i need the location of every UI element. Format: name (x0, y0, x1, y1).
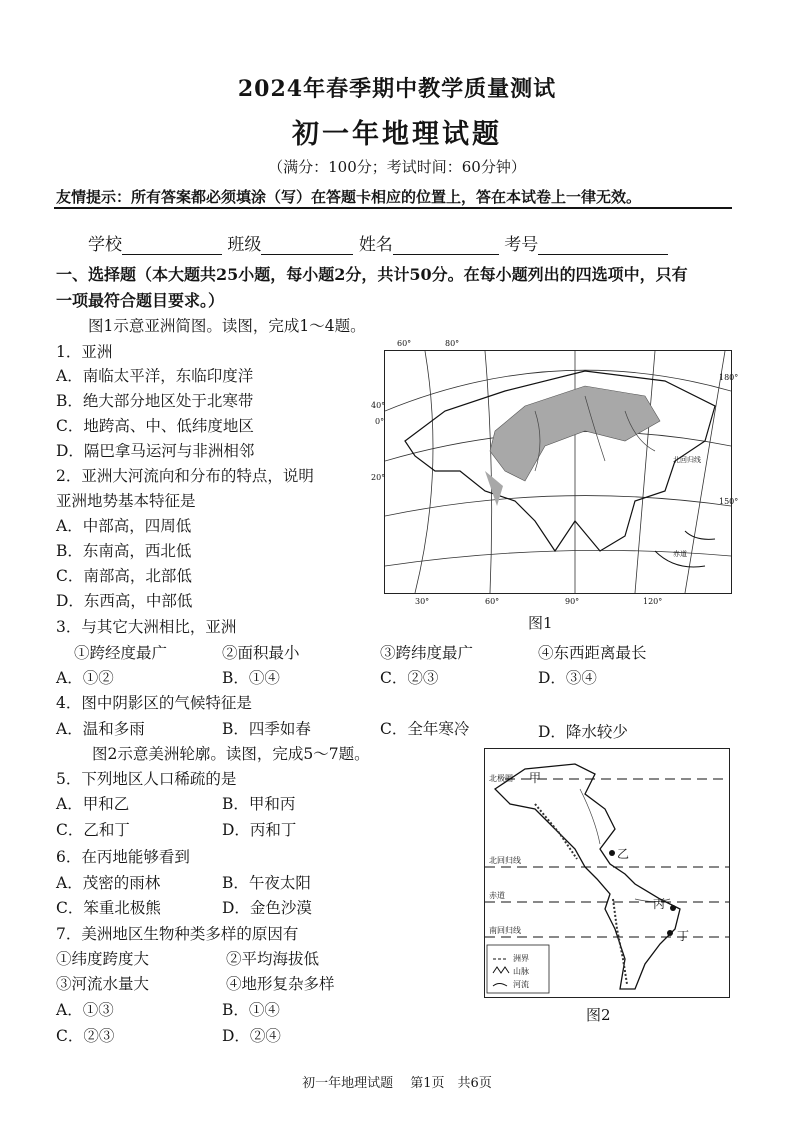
lon-bottom-60: 60° (485, 597, 500, 606)
q3-item-1: ①跨经度最广 (74, 644, 168, 662)
q4-option-c[interactable]: C．全年寒冷 (380, 720, 470, 738)
q6-option-a[interactable]: A．茂密的雨林 (56, 874, 161, 892)
q3-item-4: ④东西距离最长 (538, 644, 647, 662)
q5-option-a[interactable]: A．甲和乙 (56, 795, 130, 813)
q4-stem: 4．图中阴影区的气候特征是 (56, 694, 252, 712)
lon-label-180: 180° (719, 373, 739, 382)
q5-option-d[interactable]: D．丙和丁 (222, 821, 297, 839)
name-label: 姓名 (358, 235, 393, 255)
q7-item-2: ②平均海拔低 (226, 950, 320, 968)
q4-option-d[interactable]: D．降水较少 (538, 723, 628, 741)
student-info (88, 230, 668, 255)
point-ding (667, 930, 673, 936)
label-ding: 丁 (677, 929, 690, 943)
q3-option-a[interactable]: A．①② (56, 669, 114, 687)
point-yi (609, 850, 615, 856)
q7-option-b[interactable]: B．①④ (222, 1001, 280, 1019)
lat-label-40: 40° (371, 401, 386, 410)
q1-option-c[interactable]: C．地跨高、中、低纬度地区 (56, 417, 254, 435)
q5-option-b[interactable]: B．甲和丙 (222, 795, 296, 813)
lon-label-80: 80° (445, 339, 460, 348)
map1-equator-label: 赤道 (673, 550, 687, 558)
intro-fig1: 图1示意亚洲简图。读图，完成1～4题。 (88, 317, 366, 335)
lat-label-20: 20° (371, 473, 386, 482)
intro-fig2: 图2示意美洲轮廓。读图，完成5～7题。 (92, 745, 370, 763)
q2-option-b[interactable]: B．东南高，西北低 (56, 542, 192, 560)
class-field[interactable] (261, 236, 353, 255)
q7-option-c[interactable]: C．②③ (56, 1027, 115, 1045)
q1-option-a[interactable]: A．南临太平洋，东临印度洋 (56, 367, 254, 385)
point-bing (670, 905, 676, 911)
tip-underline (54, 207, 732, 209)
section-heading-line2: 一项最符合题目要求。） (56, 291, 225, 310)
lon-bottom-30: 30° (415, 597, 430, 606)
number-label: 考号 (504, 235, 539, 255)
q7-option-a[interactable]: A．①③ (56, 1001, 114, 1019)
asia-map (371, 339, 739, 606)
q6-stem: 6．在丙地能够看到 (56, 848, 190, 866)
q3-item-3: ③跨纬度最广 (380, 644, 474, 662)
q1-option-b[interactable]: B．绝大部分地区处于北寒带 (56, 392, 254, 410)
q5-stem: 5．下列地区人口稀疏的是 (56, 770, 237, 788)
q2-option-a[interactable]: A．中部高，四周低 (56, 517, 192, 535)
q7-item-4: ④地形复杂多样 (226, 975, 335, 993)
q2-stem: 2．亚洲大河流向和分布的特点，说明 (56, 467, 314, 485)
q5-option-c[interactable]: C．乙和丁 (56, 821, 130, 839)
section-heading-line1: 一、选择题（本大题共25小题，每小题2分，共计50分。在每小题列出的四选项中，只有 (56, 265, 688, 284)
q7-option-d[interactable]: D．②④ (222, 1027, 281, 1045)
q7-stem: 7．美洲地区生物种类多样的原因有 (56, 925, 299, 943)
q6-option-d[interactable]: D．金色沙漠 (222, 899, 312, 917)
q2-option-d[interactable]: D．东西高，中部低 (56, 592, 193, 610)
q3-option-d[interactable]: D．③④ (538, 669, 597, 687)
q7-item-3: ③河流水量大 (56, 975, 150, 993)
lon-label-150: 150° (719, 497, 739, 506)
q3-option-c[interactable]: C．②③ (380, 669, 439, 687)
q6-option-b[interactable]: B．午夜太阳 (222, 874, 311, 892)
fig2-caption: 图2 (586, 1006, 611, 1024)
q2-option-c[interactable]: C．南部高，北部低 (56, 567, 192, 585)
q4-option-b[interactable]: B．四季如春 (222, 720, 311, 738)
q1-option-d[interactable]: D．隔巴拿马运河与非洲相邻 (56, 442, 255, 460)
label-yi: 乙 (617, 847, 630, 861)
tropic-n-label: 北回归线 (489, 856, 521, 865)
score-time: （满分：100分；考试时间：60分钟） (268, 158, 526, 176)
legend-boundary: 洲界 (513, 954, 529, 963)
fig1-caption: 图1 (528, 614, 553, 632)
school-field[interactable] (122, 236, 222, 255)
label-bing: 丙 (653, 897, 666, 911)
tropic-s-label: 南回归线 (489, 926, 521, 935)
q2-stem-cont: 亚洲地势基本特征是 (56, 492, 196, 510)
q3-option-b[interactable]: B．①④ (222, 669, 280, 687)
q1-stem: 1．亚洲 (56, 343, 113, 361)
label-jia: 甲 (529, 771, 542, 785)
lon-label-60: 60° (397, 339, 412, 348)
name-field[interactable] (393, 236, 499, 255)
q3-stem: 3．与其它大洲相比，亚洲 (56, 618, 237, 636)
legend-rivers: 河流 (513, 980, 529, 989)
q7-item-1: ①纬度跨度大 (56, 950, 150, 968)
map1-tropic-label: 北回归线 (673, 456, 701, 464)
subject-title: 初一年地理试题 (292, 119, 502, 150)
friendly-tip: 友情提示：所有答案都必须填涂（写）在答题卡相应的位置上，答在本试卷上一律无效。 (56, 188, 642, 206)
q4-option-a[interactable]: A．温和多雨 (56, 720, 145, 738)
q3-item-2: ②面积最小 (222, 644, 300, 662)
equator-label: 赤道 (489, 891, 505, 900)
lon-bottom-90: 90° (565, 597, 580, 606)
school-label: 学校 (88, 235, 122, 255)
lon-bottom-120: 120° (643, 597, 663, 606)
page-footer: 初一年地理试题 第1页 共6页 (302, 1076, 492, 1091)
number-field[interactable] (538, 236, 668, 255)
q6-option-c[interactable]: C．笨重北极熊 (56, 899, 161, 917)
legend-mountains: 山脉 (513, 967, 529, 976)
class-label: 班级 (227, 235, 262, 255)
americas-map (484, 748, 730, 998)
arctic-circle-label: 北极圈 (489, 774, 513, 783)
exam-title: 2024年春季期中教学质量测试 (237, 76, 557, 102)
lat-label-0: 0° (375, 417, 385, 426)
